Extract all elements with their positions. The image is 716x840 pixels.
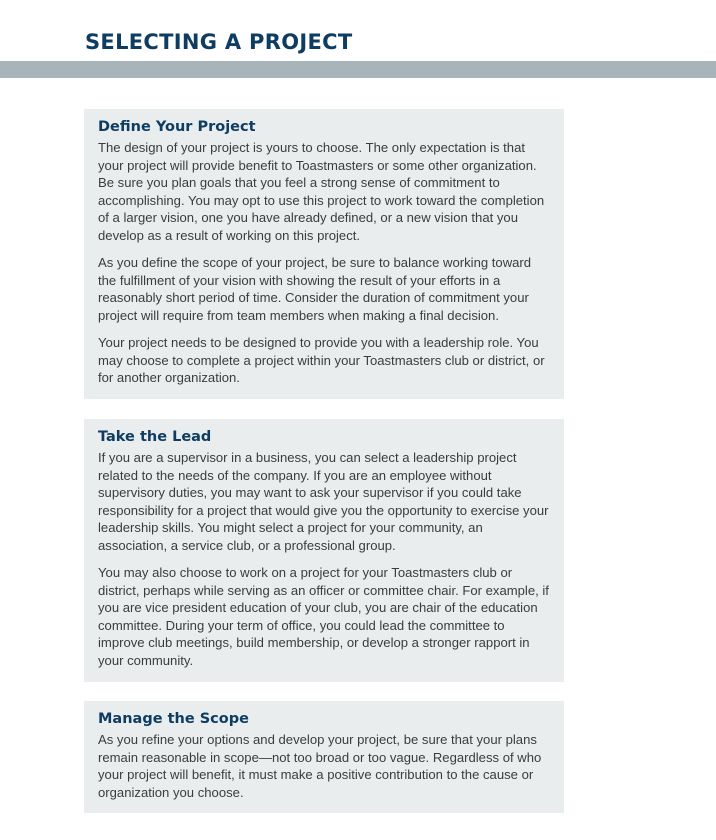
section-heading: Take the Lead xyxy=(98,429,212,445)
section-paragraph: The design of your project is yours to choose. The only expectation is that your project will provide benefit to Toastmasters or some other organization. Be sure you plan goals that you feel a strong sense of commitment to accomplishing. You may opt to use this project to work toward the completion of a larger vision, one you have already defined, or a new vision that you develop as a result of working on this project. xyxy=(98,140,545,243)
section-paragraph: As you define the scope of your project, be sure to balance working toward the fulfillment of your vision with showing the result of your efforts in a reasonably short period of time. Consider the duration of commitment your project will require from team members when making a final decision. xyxy=(98,255,532,323)
section-heading: Define Your Project xyxy=(98,119,256,135)
section-paragraph: Your project needs to be designed to provide you with a leadership role. You may choose to complete a project within your Toastmasters club or district, or for another organization. xyxy=(98,335,545,385)
page-title: SELECTING A PROJECT xyxy=(85,30,353,54)
section-paragraph: You may also choose to work on a project for your Toastmasters club or district, perhaps while serving as an officer or committee chair. For example, if you are vice president education of your club, you are chair of the education committee. During your term of office, you could lead the committee to improve club meetings, build membership, or develop a stronger rapport in your community. xyxy=(98,565,549,668)
section-define-your-project xyxy=(84,109,564,399)
section-paragraph: As you refine your options and develop your project, be sure that your plans remain reasonable in scope—not too broad or too vague. Regardless of who your project will benefit, it must make a positive contribution to the cause or organization you choose. xyxy=(98,732,542,800)
title-divider-bar xyxy=(0,61,716,78)
section-paragraph: If you are a supervisor in a business, you can select a leadership project related to the needs of the company. If you are an employee without supervisory duties, you may want to ask your supervisor if you could take responsibility for a project that would give you the opportunity to exercise your leadership skills. You might select a project for your community, an association, a service club, or a professional group. xyxy=(98,450,549,553)
section-take-the-lead xyxy=(84,419,564,682)
section-manage-the-scope xyxy=(84,701,564,813)
section-heading: Manage the Scope xyxy=(98,711,249,727)
